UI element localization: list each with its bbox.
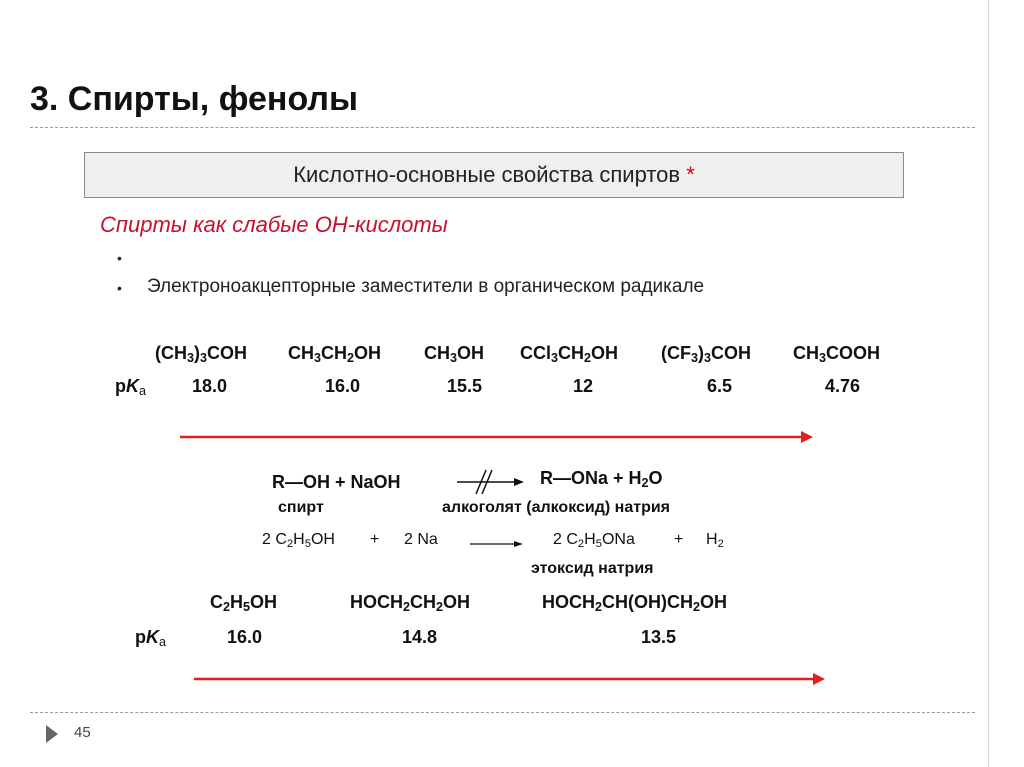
footer-divider [30,712,975,713]
reaction2-arrow [470,541,523,547]
page-number: 45 [74,724,91,741]
blocked-reaction-arrow [457,470,524,494]
reaction2-ethanol: 2 $C_2H_5OH$ [262,531,335,550]
bullet-marker-1: • [117,250,122,266]
compound-ethylene-glycol: $HOCH_2CH_2OH$ [350,592,471,615]
pka-value: 12 [573,376,594,396]
pka-label-1: $pK_a$ [115,376,147,399]
pka-value: 14.8 [402,627,438,647]
pka-value: 15.5 [447,376,483,396]
banner-text: Кислотно-основные свойства спиртов [293,162,681,187]
compound-glycerol: $HOCH_2CH(OH)CH_2OH$ [542,592,728,615]
slide-title: 3. Спирты, фенолы [30,80,358,118]
reaction2-plus-2: + [674,531,684,548]
compound-ethanol-2: $C_2H_5OH$ [210,592,278,615]
pka-value: 6.5 [707,376,733,396]
banner-star: * [686,162,695,187]
reaction1-reactants: R—OH + NaOH [272,472,401,492]
title-divider [30,127,975,128]
compound-tBuOH: $(CH_3)_3COH$ [155,343,248,366]
nav-triangle-icon [46,725,58,743]
slide-frame-edge [988,0,989,767]
section-banner [84,152,904,198]
pka-value: 13.5 [641,627,677,647]
bullet-text: Электроноакцепторные заместители в органическом радикале [147,276,705,297]
acidity-arrow-1 [180,431,813,443]
reaction2-product-label: этоксид натрия [531,560,654,577]
compound-perfluoro-tBuOH: $(CF_3)_3COH$ [661,343,752,366]
reaction1-label-alkoxide: алкоголят (алкоксид) натрия [442,499,671,516]
reaction2-plus-1: + [370,531,380,548]
compound-methanol: $CH_3OH$ [424,343,485,366]
compound-trichloroethanol: $CCl_3CH_2OH$ [520,343,619,366]
reaction1-products: R—ONa + $H_2O$ [540,468,663,491]
pka-value: 16.0 [227,627,263,647]
reaction2-hydrogen: $H_2$ [706,531,724,550]
reaction2-ethoxide: 2 $C_2H_5ONa$ [553,531,635,550]
subtitle: Спирты как слабые ОН-кислоты [100,212,448,237]
acidity-arrow-2 [194,673,825,685]
pka-value: 4.76 [825,376,861,396]
bullet-marker-2: • [117,280,122,296]
pka-value: 18.0 [192,376,228,396]
compound-ethanol: $CH_3CH_2OH$ [288,343,382,366]
compound-acetic-acid: $CH_3COOH$ [793,343,881,366]
reaction2-sodium: 2 Na [404,531,438,548]
pka-label-2: $pK_a$ [135,627,167,650]
reaction1-label-alcohol: спирт [278,499,324,516]
pka-value: 16.0 [325,376,361,396]
